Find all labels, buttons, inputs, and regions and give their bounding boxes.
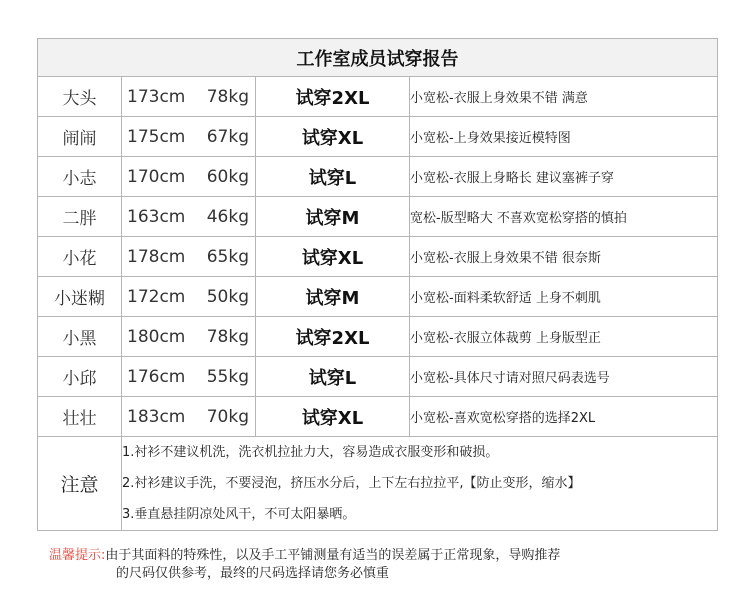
member-height: 170cm bbox=[127, 167, 186, 187]
fit-note: 小宽松-衣服上身略长 建议塞裤子穿 bbox=[410, 157, 718, 197]
fit-report-table bbox=[37, 38, 718, 437]
member-height: 163cm bbox=[127, 207, 186, 227]
member-row bbox=[38, 397, 718, 437]
notice-line: 2.衬衫建议手洗，不要浸泡，挤压水分后，上下左右拉拉平,【防止变形，缩水】 bbox=[122, 476, 581, 491]
member-weight: 78kg bbox=[206, 87, 249, 107]
notice-line: 1.衬衫不建议机洗，洗衣机拉扯力大，容易造成衣服变形和破损。 bbox=[122, 445, 499, 460]
fit-note: 小宽松-上身效果接近模特图 bbox=[410, 117, 718, 157]
title-row bbox=[38, 39, 718, 77]
member-name: 壮壮 bbox=[38, 397, 122, 437]
notice-body bbox=[122, 437, 718, 531]
height-weight-cell bbox=[122, 77, 256, 117]
fit-note: 小宽松-衣服立体裁剪 上身版型正 bbox=[410, 317, 718, 357]
height-weight-cell bbox=[122, 317, 256, 357]
notice-row bbox=[38, 437, 718, 531]
member-weight: 67kg bbox=[206, 127, 249, 147]
height-weight-cell bbox=[122, 237, 256, 277]
tip-text-2: 的尺码仅供参考，最终的尺码选择请您务必慎重 bbox=[116, 566, 390, 581]
member-name: 小黑 bbox=[38, 317, 122, 357]
member-height: 176cm bbox=[127, 367, 186, 387]
tried-size: 试穿2XL bbox=[256, 77, 410, 117]
tried-size: 试穿L bbox=[256, 157, 410, 197]
member-weight: 55kg bbox=[206, 367, 249, 387]
member-name: 小迷糊 bbox=[38, 277, 122, 317]
tried-size: 试穿2XL bbox=[256, 317, 410, 357]
member-height: 173cm bbox=[127, 87, 186, 107]
member-weight: 70kg bbox=[206, 407, 249, 427]
notice-table bbox=[37, 436, 718, 531]
fit-note: 小宽松-衣服上身效果不错 很奈斯 bbox=[410, 237, 718, 277]
member-weight: 46kg bbox=[206, 207, 249, 227]
tried-size: 试穿XL bbox=[256, 397, 410, 437]
fit-note: 小宽松-衣服上身效果不错 满意 bbox=[410, 77, 718, 117]
member-weight: 78kg bbox=[206, 327, 249, 347]
member-weight: 60kg bbox=[206, 167, 249, 187]
fit-note: 宽松-版型略大 不喜欢宽松穿搭的慎拍 bbox=[410, 197, 718, 237]
member-name: 小邱 bbox=[38, 357, 122, 397]
warm-tip bbox=[49, 547, 560, 583]
member-name: 闹闹 bbox=[38, 117, 122, 157]
member-height: 180cm bbox=[127, 327, 186, 347]
fit-report-sheet bbox=[37, 38, 717, 531]
height-weight-cell bbox=[122, 397, 256, 437]
tried-size: 试穿XL bbox=[256, 237, 410, 277]
height-weight-cell bbox=[122, 357, 256, 397]
member-height: 172cm bbox=[127, 287, 186, 307]
height-weight-cell bbox=[122, 157, 256, 197]
member-weight: 65kg bbox=[206, 247, 249, 267]
height-weight-cell bbox=[122, 277, 256, 317]
tip-line-1 bbox=[49, 547, 560, 565]
member-row bbox=[38, 117, 718, 157]
member-height: 175cm bbox=[127, 127, 186, 147]
member-row bbox=[38, 157, 718, 197]
member-name: 小花 bbox=[38, 237, 122, 277]
member-row bbox=[38, 357, 718, 397]
notice-label: 注意 bbox=[38, 437, 122, 531]
member-name: 二胖 bbox=[38, 197, 122, 237]
tried-size: 试穿M bbox=[256, 277, 410, 317]
report-title: 工作室成员试穿报告 bbox=[38, 39, 718, 77]
height-weight-cell bbox=[122, 197, 256, 237]
height-weight-cell bbox=[122, 117, 256, 157]
tried-size: 试穿M bbox=[256, 197, 410, 237]
member-row bbox=[38, 237, 718, 277]
member-row bbox=[38, 197, 718, 237]
member-row bbox=[38, 277, 718, 317]
member-height: 183cm bbox=[127, 407, 186, 427]
tip-label: 温馨提示: bbox=[49, 548, 106, 563]
member-row bbox=[38, 317, 718, 357]
notice-line: 3.垂直悬挂阴凉处风干，不可太阳暴晒。 bbox=[122, 507, 356, 522]
tried-size: 试穿L bbox=[256, 357, 410, 397]
member-name: 小志 bbox=[38, 157, 122, 197]
fit-note: 小宽松-喜欢宽松穿搭的选择2XL bbox=[410, 397, 718, 437]
member-weight: 50kg bbox=[206, 287, 249, 307]
member-name: 大头 bbox=[38, 77, 122, 117]
tried-size: 试穿XL bbox=[256, 117, 410, 157]
member-row bbox=[38, 77, 718, 117]
member-height: 178cm bbox=[127, 247, 186, 267]
fit-note: 小宽松-具体尺寸请对照尺码表选号 bbox=[410, 357, 718, 397]
fit-note: 小宽松-面料柔软舒适 上身不刺肌 bbox=[410, 277, 718, 317]
tip-text-1: 由于其面料的特殊性，以及手工平铺测量有适当的误差属于正常现象，导购推荐 bbox=[105, 548, 561, 563]
